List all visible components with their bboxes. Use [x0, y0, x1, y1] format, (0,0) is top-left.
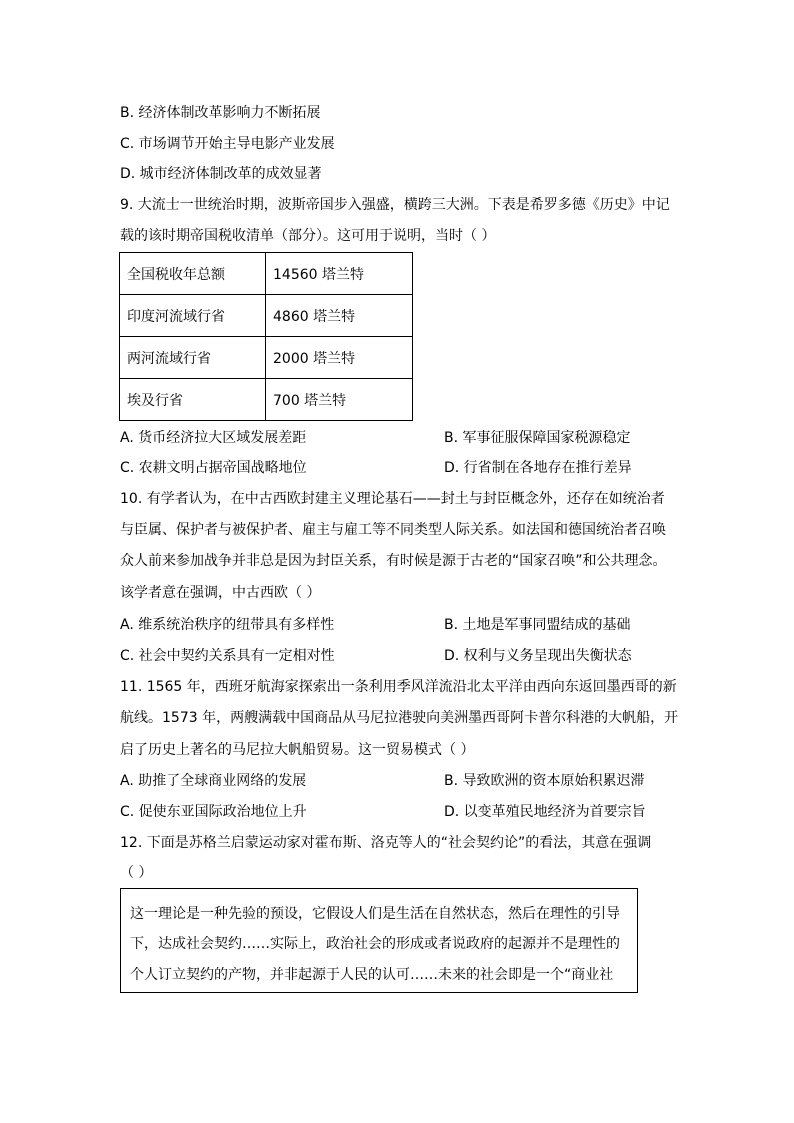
quote-line2: 下，达成社会契约……实际上，政治社会的形成或者说政府的起源并不是理性的	[130, 936, 620, 952]
table-cell: 14560 塔兰特	[266, 253, 413, 295]
table-cell: 印度河流域行省	[120, 295, 266, 337]
q10-option-c: C. 社会中契约关系具有一定相对性	[120, 648, 335, 664]
table-cell: 2000 塔兰特	[266, 337, 413, 379]
table-cell: 4860 塔兰特	[266, 295, 413, 337]
q12-stem-line1: 12. 下面是苏格兰启蒙运动家对霍布斯、洛克等人的“社会契约论”的看法，其意在强调	[120, 835, 652, 851]
q12-stem-line2: （ ）	[120, 865, 153, 881]
q10-stem-line1: 10. 有学者认为，在中古西欧封建主义理论基石——封土与封臣概念外，还存在如统治者	[120, 491, 665, 507]
q11-stem-line2: 航线。1573 年，两艘满载中国商品从马尼拉港驶向美洲墨西哥阿卡普尔科港的大帆船，开	[120, 710, 679, 726]
table-row	[120, 253, 413, 295]
table-row	[120, 295, 413, 337]
q8-option-b: B. 经济体制改革影响力不断拓展	[120, 105, 321, 121]
q9-option-c: C. 农耕文明占据帝国战略地位	[120, 460, 307, 476]
q11-option-a: A. 助推了全球商业网络的发展	[120, 773, 307, 789]
table-row	[120, 379, 413, 421]
q11-option-d: D. 以变革殖民地经济为首要宗旨	[444, 804, 646, 820]
q11-stem-line3: 启了历史上著名的马尼拉大帆船贸易。这一贸易模式（ ）	[120, 742, 475, 758]
table-cell: 埃及行省	[120, 379, 266, 421]
q9-option-a: A. 货币经济拉大区域发展差距	[120, 430, 307, 446]
q10-stem-line2: 与臣属、保护者与被保护者、雇主与雇工等不同类型人际关系。如法国和德国统治者召唤	[120, 522, 666, 538]
q8-option-c: C. 市场调节开始主导电影产业发展	[120, 136, 335, 152]
quote-box	[120, 888, 638, 993]
q8-option-d: D. 城市经济体制改革的成效显著	[120, 166, 322, 182]
q9-option-d: D. 行省制在各地存在推行差异	[444, 460, 632, 476]
q10-stem-line3: 众人前来参加战争并非总是因为封臣关系，有时候是源于古老的“国家召唤”和公共理念。	[120, 553, 667, 569]
quote-line3: 个人订立契约的产物，并非起源于人民的认可……未来的社会即是一个“商业社	[130, 967, 614, 983]
q10-option-d: D. 权利与义务呈现出失衡状态	[444, 648, 632, 664]
q10-option-b: B. 土地是军事同盟结成的基础	[444, 617, 631, 633]
table-row	[120, 337, 413, 379]
table-cell: 全国税收年总额	[120, 253, 266, 295]
q9-stem-line1: 9. 大流士一世统治时期，波斯帝国步入强盛，横跨三大洲。下表是希罗多德《历史》中记	[120, 197, 670, 213]
q11-stem-line1: 11. 1565 年，西班牙航海家探索出一条利用季风洋流沿北太平洋由西向东返回墨西哥的新	[120, 679, 677, 695]
q10-option-a: A. 维系统治秩序的纽带具有多样性	[120, 617, 335, 633]
q11-option-b: B. 导致欧洲的资本原始积累迟滞	[444, 773, 645, 789]
q9-stem-line2: 载的该时期帝国税收清单（部分）。这可用于说明，当时（ ）	[120, 228, 496, 244]
table-cell: 两河流域行省	[120, 337, 266, 379]
q11-option-c: C. 促使东亚国际政治地位上升	[120, 804, 307, 820]
q10-stem-line4: 该学者意在强调，中古西欧（ ）	[120, 585, 321, 601]
quote-line1: 这一理论是一种先验的预设，它假设人们是生活在自然状态，然后在理性的引导	[130, 906, 620, 922]
q9-option-b: B. 军事征服保障国家税源稳定	[444, 430, 631, 446]
tax-table	[119, 252, 413, 421]
table-cell: 700 塔兰特	[266, 379, 413, 421]
